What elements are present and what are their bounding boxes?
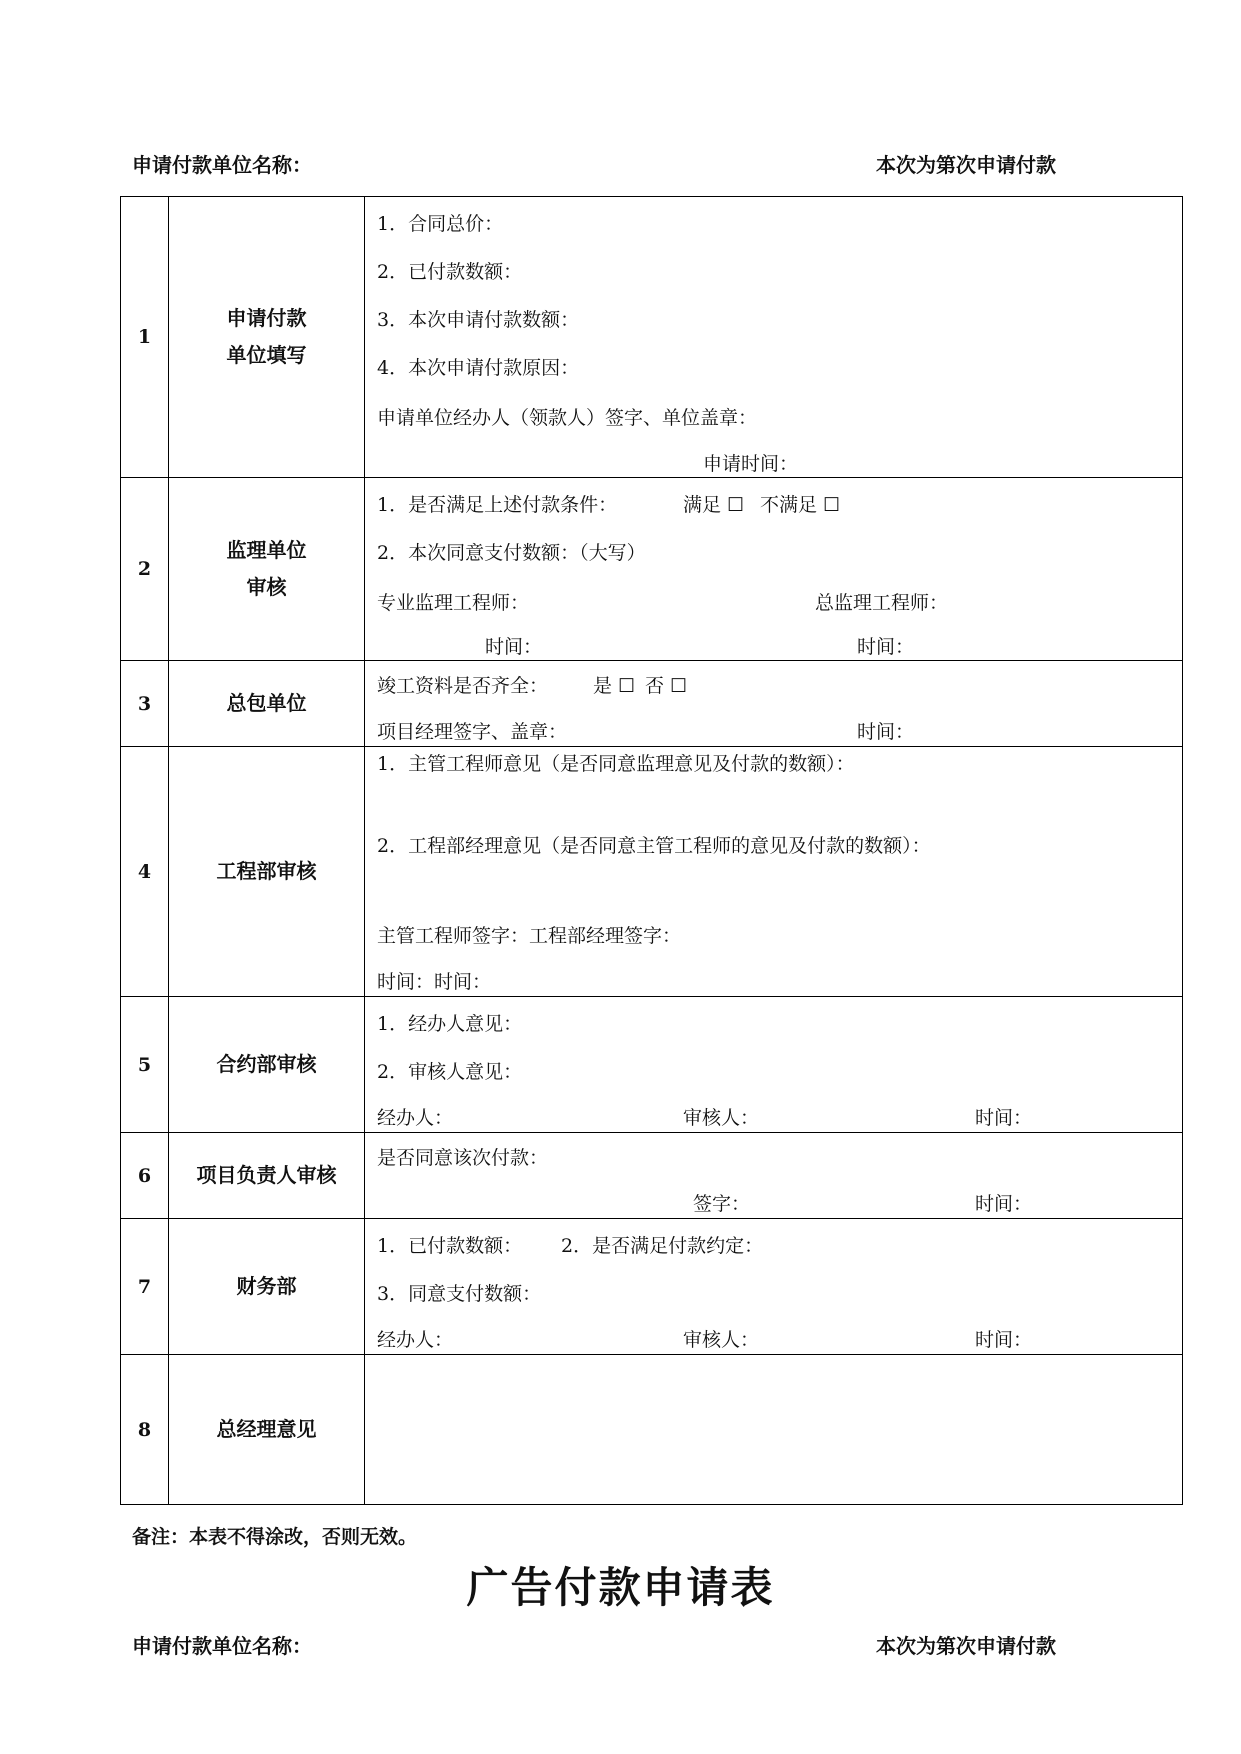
content-cell[interactable]: [365, 661, 1183, 747]
handler-label: 经办人：: [377, 1107, 454, 1129]
no-checkbox[interactable]: 否 ☐: [645, 675, 688, 697]
agreement-check-line: 2．是否满足付款约定：: [561, 1235, 764, 1257]
time-label: 时间：: [975, 1107, 1033, 1129]
supervising-engineer-label: 专业监理工程师：: [377, 592, 530, 614]
requested-amount-line: 3．本次申请付款数额：: [377, 309, 580, 331]
table-row: [121, 197, 1183, 478]
applicant-signature-line: 申请单位经办人（领款人）签字、单位盖章：: [377, 407, 758, 429]
pm-signature-label: 项目经理签字、盖章：: [377, 721, 568, 743]
paid-amount-line: 2．已付款数额：: [377, 261, 523, 283]
condition-question: 1．是否满足上述付款条件：: [377, 494, 618, 516]
approve-question: 是否同意该次付款：: [377, 1147, 549, 1169]
dept-cell: 总经理意见: [169, 1355, 365, 1505]
row-number: 8: [121, 1355, 169, 1505]
application-count-label: 本次为第次申请付款: [876, 1634, 1056, 1658]
dept-cell: [169, 197, 365, 478]
completion-docs-question: 竣工资料是否齐全：: [377, 675, 549, 697]
time-label: 时间：: [485, 636, 543, 658]
table-row: [121, 747, 1183, 997]
table-row: [121, 997, 1183, 1133]
engineer-opinion-line: 1．主管工程师意见（是否同意监理意见及付款的数额）：: [377, 753, 855, 775]
satisfied-checkbox[interactable]: 满足 ☐: [683, 494, 745, 516]
application-time-line: 申请时间：: [703, 453, 799, 475]
dept-cell: 财务部: [169, 1219, 365, 1355]
approved-amount-line: 2．本次同意支付数额：（大写）: [377, 542, 646, 564]
time-label: 时间：: [857, 721, 915, 743]
row-number: 7: [121, 1219, 169, 1355]
row-number: 3: [121, 661, 169, 747]
handler-opinion-line: 1．经办人意见：: [377, 1013, 523, 1035]
table-row: [121, 1219, 1183, 1355]
content-cell[interactable]: [365, 1219, 1183, 1355]
time-line: 时间：时间：: [377, 971, 492, 993]
form-title: 广告付款申请表: [466, 1563, 775, 1612]
row-number: 2: [121, 478, 169, 661]
dept-label-line1: 监理单位: [226, 538, 307, 562]
row-number: 6: [121, 1133, 169, 1219]
request-reason-line: 4．本次申请付款原因：: [377, 357, 580, 379]
paid-amount-line: 1．已付款数额：: [377, 1235, 523, 1257]
yes-checkbox[interactable]: 是 ☐: [593, 675, 636, 697]
content-cell[interactable]: [365, 997, 1183, 1133]
gm-opinion-cell[interactable]: [365, 1355, 1183, 1505]
not-satisfied-checkbox[interactable]: 不满足 ☐: [760, 494, 841, 516]
applicant-name-label: 申请付款单位名称：: [132, 1634, 312, 1658]
dept-label-line1: 申请付款: [226, 306, 307, 330]
approved-payment-line: 3．同意支付数额：: [377, 1283, 542, 1305]
signature-label: 签字：: [693, 1193, 751, 1215]
row-number: 4: [121, 747, 169, 997]
content-cell[interactable]: [365, 747, 1183, 997]
dept-cell: 项目负责人审核: [169, 1133, 365, 1219]
content-cell[interactable]: [365, 478, 1183, 661]
table-row: [121, 1133, 1183, 1219]
reviewer-label: 审核人：: [683, 1107, 760, 1129]
applicant-name-label: 申请付款单位名称：: [132, 153, 312, 177]
dept-cell: 工程部审核: [169, 747, 365, 997]
time-label: 时间：: [857, 636, 915, 658]
reviewer-opinion-line: 2．审核人意见：: [377, 1061, 523, 1083]
signatures-line: 主管工程师签字：工程部经理签字：: [377, 925, 682, 947]
manager-opinion-line: 2．工程部经理意见（是否同意主管工程师的意见及付款的数额）：: [377, 835, 931, 857]
dept-cell: [169, 478, 365, 661]
reviewer-label: 审核人：: [683, 1329, 760, 1351]
dept-cell: 总包单位: [169, 661, 365, 747]
content-cell[interactable]: [365, 197, 1183, 478]
contract-total-line: 1．合同总价：: [377, 213, 504, 235]
chief-engineer-label: 总监理工程师：: [815, 592, 949, 614]
dept-label-line2: 审核: [246, 575, 287, 599]
time-label: 时间：: [975, 1329, 1033, 1351]
payment-application-table: [120, 196, 1183, 1505]
time-label: 时间：: [975, 1193, 1033, 1215]
dept-cell: 合约部审核: [169, 997, 365, 1133]
table-row: [121, 1355, 1183, 1505]
row-number: 1: [121, 197, 169, 478]
table-row: [121, 478, 1183, 661]
handler-label: 经办人：: [377, 1329, 454, 1351]
remark-note: 备注：本表不得涂改，否则无效。: [132, 1526, 418, 1548]
row-number: 5: [121, 997, 169, 1133]
table-row: [121, 661, 1183, 747]
application-count-label: 本次为第次申请付款: [876, 153, 1056, 177]
dept-label-line2: 单位填写: [226, 343, 307, 367]
content-cell[interactable]: [365, 1133, 1183, 1219]
